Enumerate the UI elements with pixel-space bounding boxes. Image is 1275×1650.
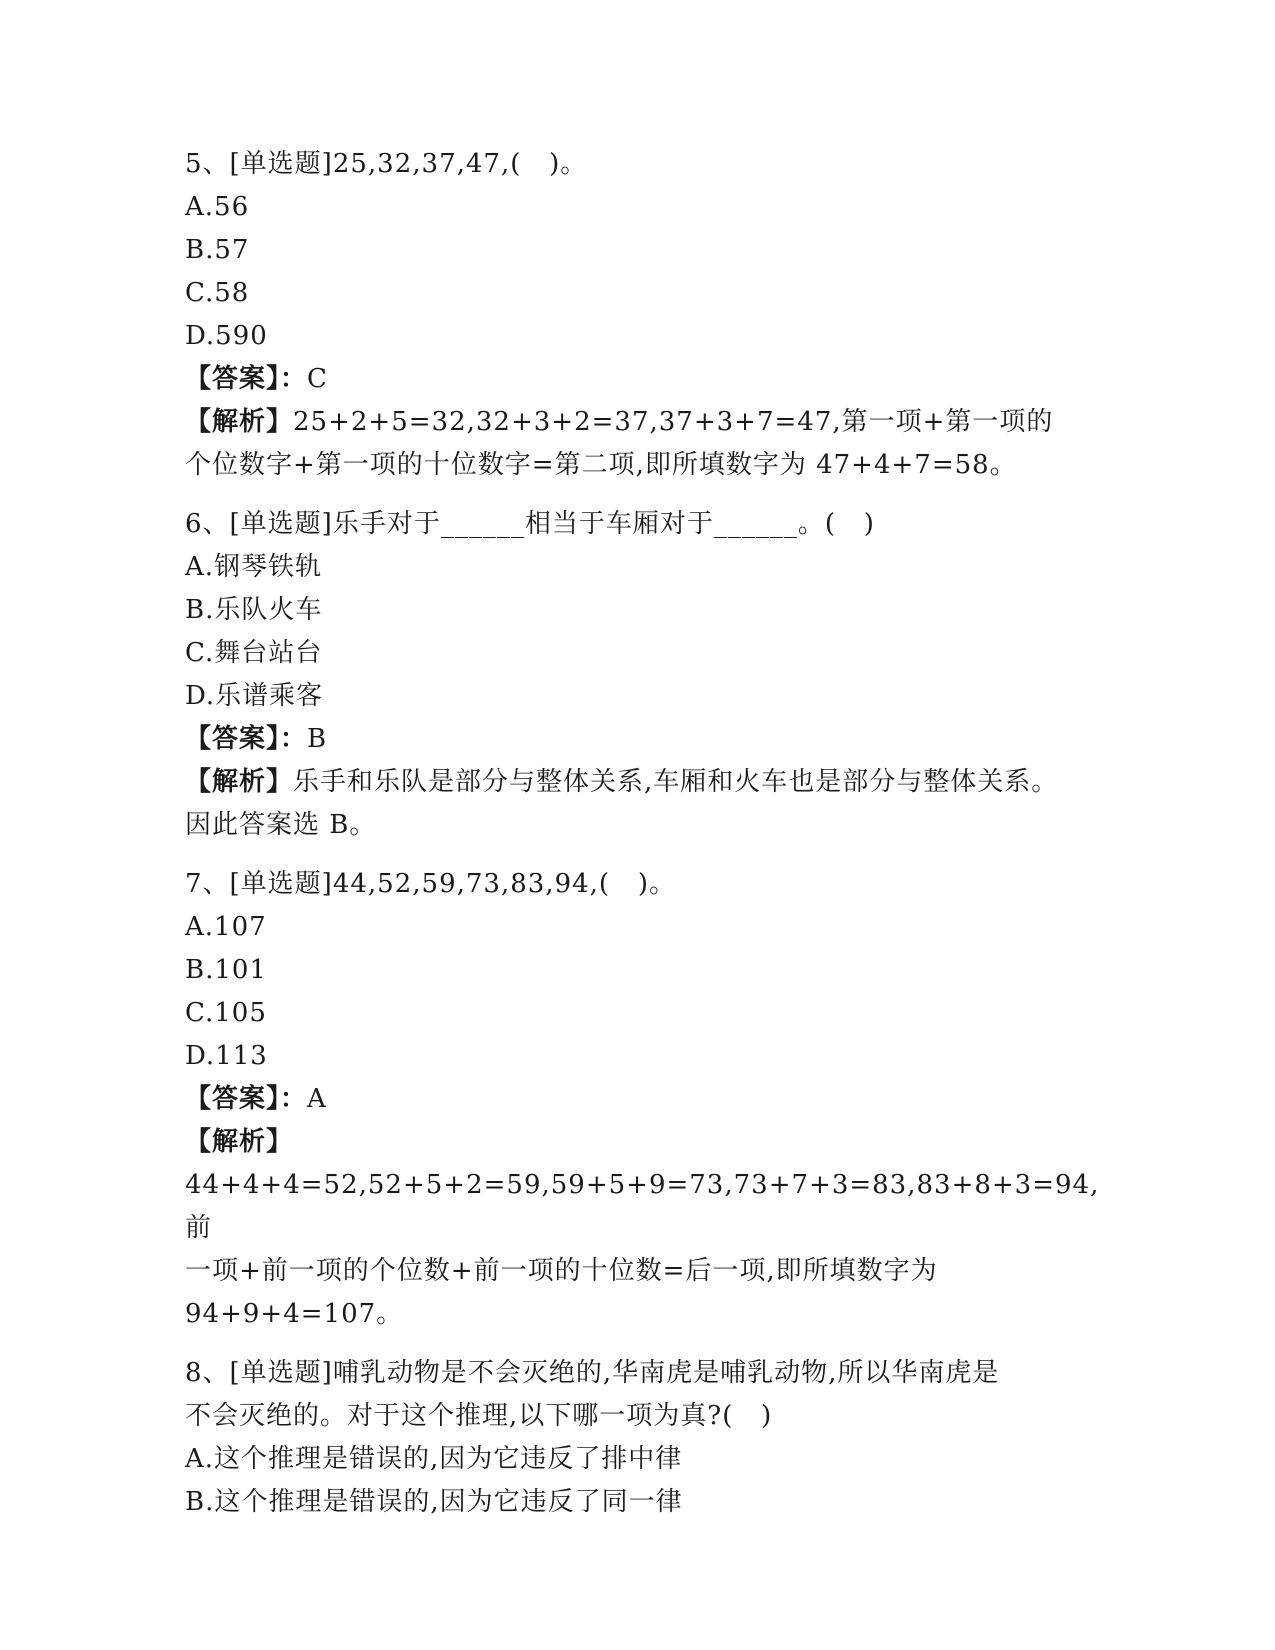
answer-line: [185, 718, 1065, 761]
option-c: C.105: [185, 998, 267, 1028]
answer-line: [185, 1078, 1065, 1121]
option-a: A.钢琴铁轨: [185, 552, 323, 582]
question-5: [185, 143, 1065, 487]
option-a: A.56: [185, 192, 250, 222]
analysis-text: 25+2+5=32,32+3+2=37,37+3+7=47,第一项+第一项的个位数字+第一项的十位数字=第二项,即所填数字为 47+4+7=58。: [185, 407, 1054, 480]
analysis-label: 【解析】: [185, 407, 294, 437]
option-c: C.58: [185, 278, 250, 308]
analysis-line: [185, 401, 1065, 487]
option-b: B.101: [185, 955, 267, 985]
option-a: A.这个推理是错误的,因为它违反了排中律: [185, 1444, 683, 1474]
analysis-text-line-1: 44+4+4=52,52+5+2=59,59+5+9=73,73+7+3=83,83+8+3=94,前: [185, 1170, 1100, 1243]
question-8: [185, 1352, 1065, 1524]
option-d: D.113: [185, 1041, 268, 1071]
option-a: A.107: [185, 912, 267, 942]
answer-value: C: [307, 364, 328, 394]
question-stem: 7、[单选题]44,52,59,73,83,94,( )。: [185, 869, 677, 899]
analysis-text: 乐手和乐队是部分与整体关系,车厢和火车也是部分与整体关系。因此答案选 B。: [185, 767, 1059, 840]
option-b: B.57: [185, 235, 250, 265]
option-d: D.乐谱乘客: [185, 681, 324, 711]
answer-value: A: [307, 1084, 327, 1114]
analysis-label: 【解析】: [185, 1127, 294, 1157]
question-stem-line-1: 8、[单选题]哺乳动物是不会灭绝的,华南虎是哺乳动物,所以华南虎是: [185, 1358, 1000, 1388]
question-6: [185, 503, 1065, 847]
document-page: [185, 143, 1100, 1540]
answer-line: [185, 358, 1065, 401]
option-b: B.乐队火车: [185, 595, 323, 625]
option-b: B.这个推理是错误的,因为它违反了同一律: [185, 1487, 683, 1517]
analysis-text-line-3: 94+9+4=107。: [185, 1299, 404, 1329]
answer-value: B: [307, 724, 328, 754]
answer-label: 【答案】：: [185, 1084, 308, 1114]
question-stem-line-2: 不会灭绝的。对于这个推理,以下哪一项为真?( ): [185, 1401, 773, 1431]
analysis-text-line-2: 一项+前一项的个位数+前一项的十位数=后一项,即所填数字为: [185, 1256, 938, 1286]
analysis-line: [185, 761, 1065, 847]
question-stem: 5、[单选题]25,32,37,47,( )。: [185, 149, 588, 179]
answer-label: 【答案】：: [185, 724, 308, 754]
analysis-label: 【解析】: [185, 767, 294, 797]
option-d: D.590: [185, 321, 268, 351]
analysis-line: [185, 1121, 1100, 1250]
question-7: [185, 863, 1100, 1336]
answer-label: 【答案】：: [185, 364, 308, 394]
question-stem: 6、[单选题]乐手对于______相当于车厢对于______。( ): [185, 509, 875, 539]
option-c: C.舞台站台: [185, 638, 323, 668]
